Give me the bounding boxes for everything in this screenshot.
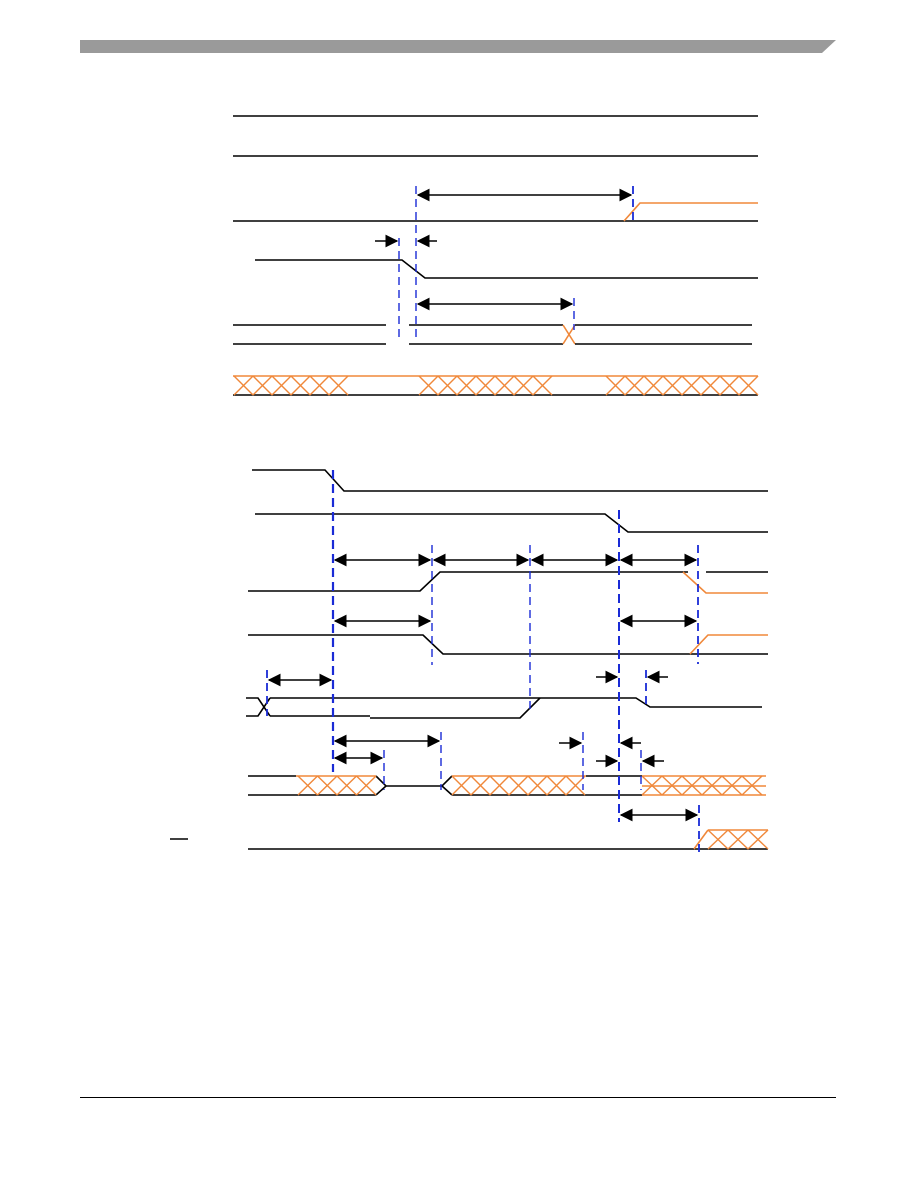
signal-transition: [690, 635, 768, 654]
bus-transition: [442, 786, 452, 795]
timing-diagram-top: [233, 116, 758, 395]
signal-line: [255, 260, 758, 278]
hatch-group: [298, 776, 762, 795]
signal-transition: [624, 203, 758, 221]
signal-line: [252, 470, 768, 491]
timing-diagram-bottom: [170, 470, 768, 855]
signal-line: [248, 572, 688, 591]
hatch-group: [708, 830, 768, 849]
signal-line: [248, 635, 768, 654]
bus-transition: [376, 786, 386, 795]
signal-transition: [694, 830, 708, 849]
signal-line: [540, 698, 762, 707]
footer-rule: [80, 1097, 836, 1098]
signal-transition: [683, 572, 768, 593]
hatch-group: [234, 376, 758, 395]
bus-line: [370, 698, 540, 718]
